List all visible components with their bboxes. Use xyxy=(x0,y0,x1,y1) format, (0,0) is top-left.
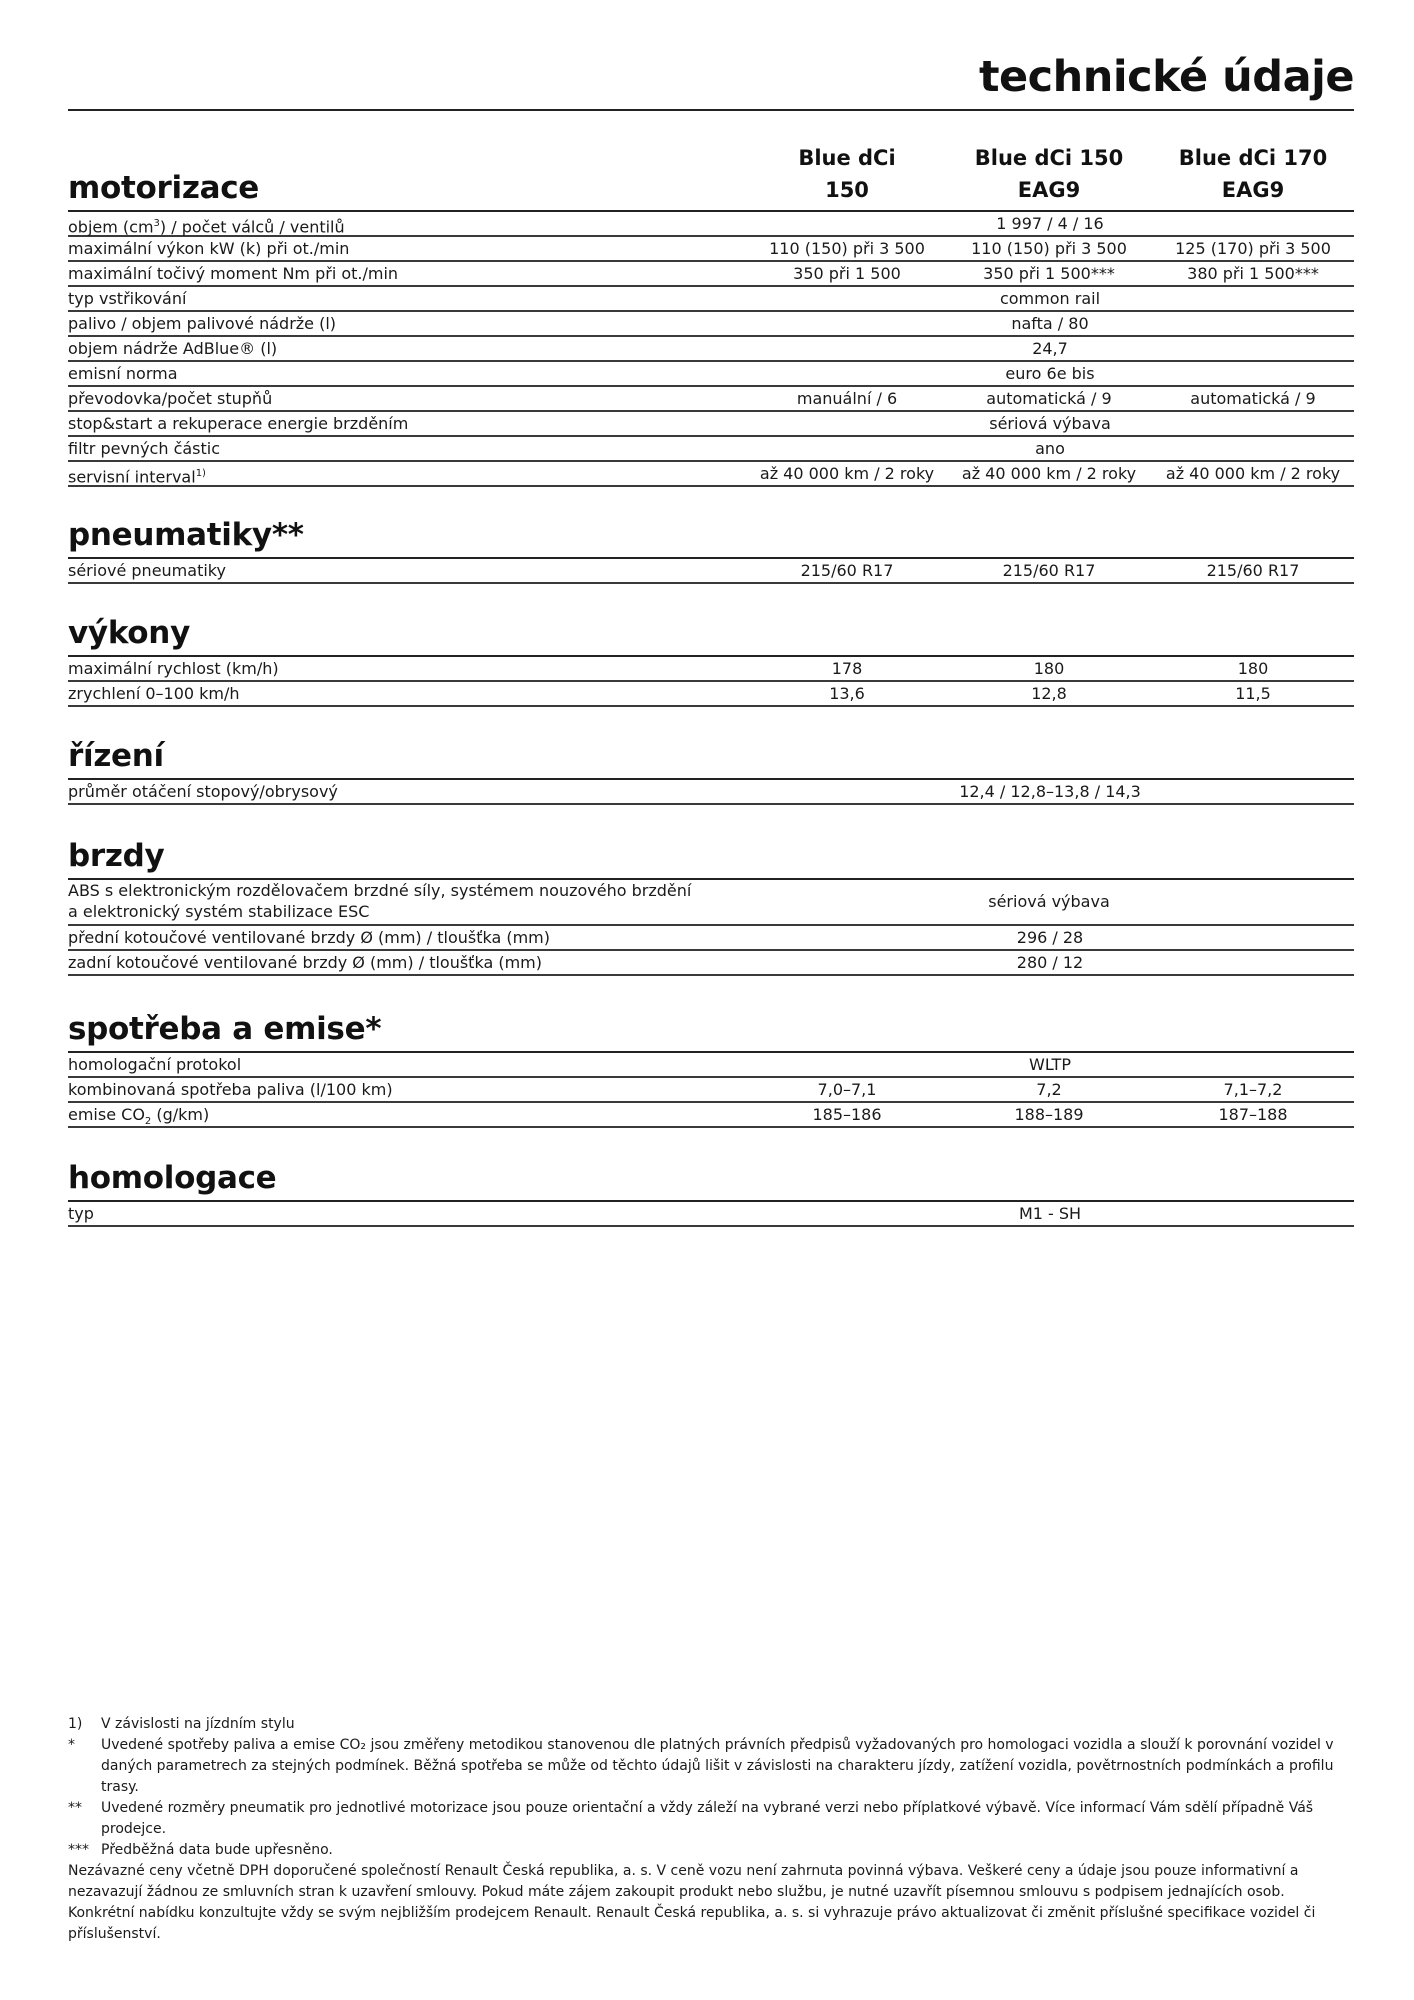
row-label: převodovka/počet stupňů xyxy=(68,389,273,408)
row-value-3: 7,1–7,2 xyxy=(1223,1080,1283,1099)
row-label: přední kotoučové ventilované brzdy Ø (mm) / tloušťka (mm) xyxy=(68,928,551,947)
table-rizeni xyxy=(68,778,1354,805)
row-value-shared: 296 / 28 xyxy=(1016,928,1084,947)
table-row xyxy=(68,387,1354,412)
row-value-1: 7,0–7,1 xyxy=(817,1080,877,1099)
row-label: kombinovaná spotřeba paliva (l/100 km) xyxy=(68,1080,393,1099)
table-row xyxy=(68,462,1354,487)
section-rizeni xyxy=(68,718,1354,805)
row-value-1: 110 (150) při 3 500 xyxy=(769,239,925,258)
table-row xyxy=(68,1078,1354,1103)
row-label: homologační protokol xyxy=(68,1055,242,1074)
row-label: emise $CO_2$ (g/km) xyxy=(68,1105,210,1128)
row-label: typ xyxy=(68,1204,94,1223)
row-value-3: 125 (170) při 3 500 xyxy=(1175,239,1331,258)
row-value-shared: euro 6e bis xyxy=(1005,364,1095,383)
row-value-2: 180 xyxy=(1033,659,1065,678)
row-value-shared: WLTP xyxy=(1029,1055,1071,1074)
disclaimer: Nezávazné ceny včetně DPH doporučené společností Renault Česká republika, a. s. V ceně vozu není zahrnuta povinná výbava. Veškeré ceny a údaje jsou pouze informativní a nezavazují žádnou ze smluvních stran k uzavření smlouvy. Pokud máte zájem zakoupit produkt nebo službu, je nutné uzavřít písemnou smlouvu s podpisem jednajících osob. Konkrétní nabídku konzultujte vždy se svým nejbližším prodejcem Renault. Renault Česká republika, a. s. si vyhrazuje právo aktualizovat či změnit příslušné specifikace vozidel či příslušenství. xyxy=(68,1863,1316,1942)
section-motorizace xyxy=(68,140,1354,487)
row-label: maximální rychlost (km/h) xyxy=(68,659,279,678)
section-spotreba xyxy=(68,991,1354,1128)
row-value-1: 185–186 xyxy=(812,1105,882,1124)
table-pneumatiky xyxy=(68,557,1354,584)
table-row xyxy=(68,682,1354,707)
table-row xyxy=(68,951,1354,976)
section-title-vykony: výkony xyxy=(68,615,190,651)
row-value-3: 180 xyxy=(1237,659,1269,678)
row-label: sériové pneumatiky xyxy=(68,561,226,580)
footnote: ** Uvedené rozměry pneumatik pro jednotlivé motorizace jsou pouze orientační a vždy záleží na vybrané verzi nebo příplatkové výbavě. Více informací Vám sdělí případně Váš prodejce. xyxy=(68,1800,1314,1837)
row-value-shared: nafta / 80 xyxy=(1011,314,1089,333)
row-label: filtr pevných částic xyxy=(68,439,221,458)
row-label: maximální točivý moment Nm při ot./min xyxy=(68,264,399,283)
table-row xyxy=(68,312,1354,337)
row-value-3: 380 při 1 500*** xyxy=(1187,264,1319,283)
row-value-3: až 40 000 km / 2 roky xyxy=(1165,464,1341,483)
row-label: zrychlení 0–100 km/h xyxy=(68,684,240,703)
column-header-3: Blue dCi 170 EAG9 xyxy=(1178,146,1328,202)
footnotes xyxy=(68,1714,1354,1945)
row-label: ABS s elektronickým rozdělovačem brzdné síly, systémem nouzového brzdění a elektronický systém stabilizace ESC xyxy=(68,881,692,921)
column-header-1: Blue dCi 150 xyxy=(798,146,896,202)
section-brzdy xyxy=(68,818,1354,976)
column-header-2: Blue dCi 150 EAG9 xyxy=(974,146,1124,202)
row-value-1: 215/60 R17 xyxy=(800,561,894,580)
table-row xyxy=(68,412,1354,437)
table-vykony xyxy=(68,655,1354,707)
row-value-shared: 280 / 12 xyxy=(1016,953,1084,972)
row-value-2: až 40 000 km / 2 roky xyxy=(961,464,1137,483)
row-value-1: až 40 000 km / 2 roky xyxy=(759,464,935,483)
row-value-shared: 24,7 xyxy=(1032,339,1068,358)
table-row xyxy=(68,237,1354,262)
row-label: palivo / objem palivové nádrže (l) xyxy=(68,314,337,333)
table-brzdy xyxy=(68,878,1354,976)
table-row xyxy=(68,437,1354,462)
row-value-3: 215/60 R17 xyxy=(1206,561,1300,580)
table-row xyxy=(68,1103,1354,1128)
row-value-shared: sériová výbava xyxy=(988,892,1110,911)
row-value-2: 350 při 1 500*** xyxy=(983,264,1115,283)
row-value-shared: 12,4 / 12,8–13,8 / 14,3 xyxy=(959,782,1141,801)
table-row xyxy=(68,362,1354,387)
row-value-2: 7,2 xyxy=(1036,1080,1062,1099)
row-label: objem $(cm^3)$ / počet válců / ventilů xyxy=(68,217,345,237)
row-label: průměr otáčení stopový/obrysový xyxy=(68,782,338,801)
table-row xyxy=(68,1202,1354,1227)
section-title-brzdy: brzdy xyxy=(68,838,165,874)
page-title: technické údaje xyxy=(978,52,1354,102)
row-label: stop&start a rekuperace energie brzděním xyxy=(68,414,409,433)
row-value-2: 12,8 xyxy=(1031,684,1067,703)
section-title-rizeni: řízení xyxy=(68,738,164,774)
table-motorizace xyxy=(68,210,1354,487)
row-label: emisní norma xyxy=(68,364,178,383)
row-label: zadní kotoučové ventilované brzdy Ø (mm) / tloušťka (mm) xyxy=(68,953,542,972)
row-value-1: manuální / 6 xyxy=(796,389,898,408)
row-value-1: 13,6 xyxy=(829,684,865,703)
table-row xyxy=(68,926,1354,951)
row-value-2: 188–189 xyxy=(1014,1105,1084,1124)
table-spotreba xyxy=(68,1051,1354,1128)
row-label: typ vstřikování xyxy=(68,289,187,308)
row-value-1: 350 při 1 500 xyxy=(793,264,901,283)
table-homologace xyxy=(68,1200,1354,1227)
table-row xyxy=(68,657,1354,682)
title-divider xyxy=(68,109,1354,111)
section-pneumatiky xyxy=(68,497,1354,584)
row-value-3: 187–188 xyxy=(1218,1105,1288,1124)
row-value-3: 11,5 xyxy=(1235,684,1271,703)
row-value-1: 178 xyxy=(831,659,863,678)
section-homologace xyxy=(68,1140,1354,1227)
table-row xyxy=(68,262,1354,287)
footnote: 1) V závislosti na jízdním stylu xyxy=(68,1716,295,1732)
row-label: maximální výkon kW (k) při ot./min xyxy=(68,239,350,258)
table-row xyxy=(68,780,1354,805)
row-value-2: 215/60 R17 xyxy=(1002,561,1096,580)
section-title-pneumatiky: pneumatiky** xyxy=(68,517,304,553)
footnote: *** Předběžná data bude upřesněno. xyxy=(68,1842,333,1858)
section-title-homologace: homologace xyxy=(68,1160,277,1196)
row-value-2: automatická / 9 xyxy=(986,389,1112,408)
table-row xyxy=(68,1053,1354,1078)
table-row xyxy=(68,559,1354,584)
row-label: objem nádrže AdBlue® (l) xyxy=(68,339,278,358)
row-value-shared: sériová výbava xyxy=(989,414,1111,433)
table-row xyxy=(68,880,1354,926)
table-row xyxy=(68,212,1354,237)
row-value-shared: ano xyxy=(1035,439,1065,458)
table-row xyxy=(68,287,1354,312)
row-value-3: automatická / 9 xyxy=(1190,389,1316,408)
table-row xyxy=(68,337,1354,362)
section-title-spotreba: spotřeba a emise* xyxy=(68,1011,382,1047)
row-label: servisní interval$^{1)}$ xyxy=(68,467,206,487)
footnote: * Uvedené spotřeby paliva a emise CO₂ jsou změřeny metodikou stanovenou dle platných právních předpisů vyžadovaných pro homologaci vozidla a slouží k porovnání vozidel v daných parametrech za stejných podmínek. Běžná spotřeba se může od těchto údajů lišit v závislosti na charakteru jízdy, zatížení vozidla, povětrnostních podmínkách a profilu trasy. xyxy=(68,1737,1334,1795)
section-vykony xyxy=(68,595,1354,707)
row-value-shared: 1 997 / 4 / 16 xyxy=(996,214,1104,233)
row-value-shared: common rail xyxy=(999,289,1101,308)
row-value-shared: M1 - SH xyxy=(1018,1204,1082,1223)
row-value-2: 110 (150) při 3 500 xyxy=(971,239,1127,258)
section-title-motorizace: motorizace xyxy=(68,170,259,206)
